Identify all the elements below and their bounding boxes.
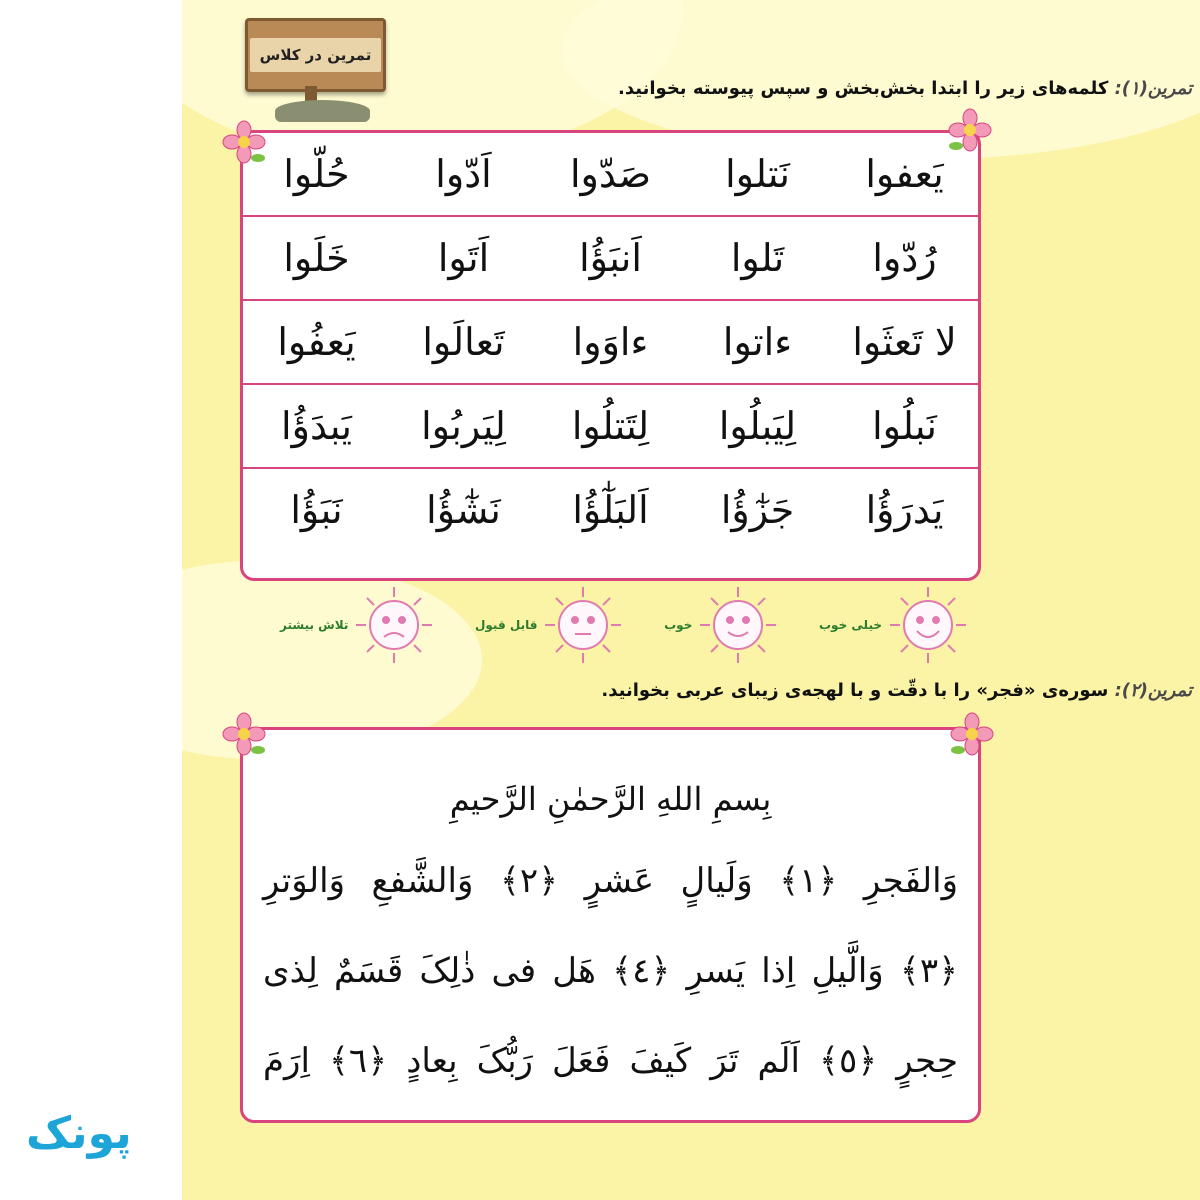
word-cell: ءاتوا (722, 320, 793, 364)
word-cell: تَعالَوا (422, 320, 505, 364)
exercise2-instruction (601, 680, 1192, 701)
rating-good[interactable] (664, 583, 780, 667)
word-cell: نَبلُوا (872, 404, 937, 448)
word-cell: لِیَبلُوا (718, 404, 797, 448)
word-cell: نَبَؤُا (290, 488, 343, 532)
exercise2-text: سوره‌ی «فجر» را با دقّت و با لهجه‌ی زیبای عربی بخوانید. (601, 680, 1109, 701)
verse-line: وَالفَجرِ ﴿١﴾ وَلَیالٍ عَشرٍ ﴿٢﴾ وَالشَّفعِ وَالوَترِ (263, 861, 958, 901)
rating-strip (280, 580, 970, 670)
word-cell: اَدّوا (435, 152, 492, 196)
word-row (243, 469, 978, 551)
flower-icon (222, 120, 266, 164)
exercise1-instruction (618, 78, 1192, 99)
sign-label: تمرین در کلاس (250, 38, 382, 72)
flower-icon (948, 108, 992, 152)
word-cell: رُدّوا (872, 236, 937, 280)
sun-happy-icon (696, 583, 780, 667)
section-sign (245, 18, 386, 92)
word-cell: جَزٰٓؤُا (720, 488, 795, 532)
word-grid-box (240, 130, 981, 581)
word-cell: نَتلوا (725, 152, 790, 196)
rating-label: خوب (664, 618, 693, 632)
sun-very-happy-icon (886, 583, 970, 667)
word-row (243, 217, 978, 301)
word-row (243, 385, 978, 469)
word-cell: یَبدَؤُا (281, 404, 352, 448)
word-cell: یَدرَؤُا (865, 488, 944, 532)
rating-label: قابل قبول (475, 618, 538, 632)
grass-decoration (275, 100, 370, 122)
rating-very-good[interactable] (819, 583, 970, 667)
exercise1-text: کلمه‌های زیر را ابتدا بخش‌بخش و سپس پیوسته بخوانید. (618, 78, 1109, 99)
verse-line: حِجرٍ ﴿٥﴾ اَلَم تَرَ کَیفَ فَعَلَ رَبُّکَ بِعادٍ ﴿٦﴾ اِرَمَ (263, 1041, 958, 1081)
word-cell: تَلوا (730, 236, 785, 280)
verse-line: ﴿٣﴾ وَالَّیلِ اِذا یَسرِ ﴿٤﴾ هَل فی ذٰلِکَ قَسَمٌ لِذی (263, 951, 958, 991)
exercise1-label: تمرین(۱): (1114, 78, 1192, 99)
word-row (243, 133, 978, 217)
word-row (243, 301, 978, 385)
word-cell: لا تَعثَوا (852, 320, 957, 364)
word-cell: لِیَربُوا (421, 404, 506, 448)
word-cell: صَدّوا (569, 152, 652, 196)
rating-label: تلاش بیشتر (280, 618, 349, 632)
flower-icon (222, 712, 266, 756)
sun-sad-icon (352, 583, 436, 667)
word-cell: اَلبَلٰٓؤُا (572, 488, 649, 532)
word-cell: اَتَوا (437, 236, 490, 280)
rating-try-more[interactable] (280, 583, 436, 667)
rating-acceptable[interactable] (475, 583, 625, 667)
word-cell: لِتَتلُوا (571, 404, 650, 448)
word-cell: یَعفوا (865, 152, 944, 196)
sun-neutral-icon (541, 583, 625, 667)
word-cell: حُلّوا (283, 152, 350, 196)
brand-logo: پونک (26, 1108, 132, 1159)
word-cell: نَشٰٓؤُا (426, 488, 501, 532)
word-cell: یَعفُوا (277, 320, 356, 364)
word-cell: اَنبَؤُا (579, 236, 642, 280)
word-cell: ءاوَوا (572, 320, 649, 364)
word-cell: خَلَوا (283, 236, 350, 280)
flower-icon (950, 712, 994, 756)
rating-label: خیلی خوب (819, 618, 882, 632)
exercise2-label: تمرین(۲): (1114, 680, 1192, 701)
surah-box (240, 727, 981, 1123)
bismillah: بِسمِ اللهِ الرَّحمٰنِ الرَّحیمِ (449, 780, 772, 818)
